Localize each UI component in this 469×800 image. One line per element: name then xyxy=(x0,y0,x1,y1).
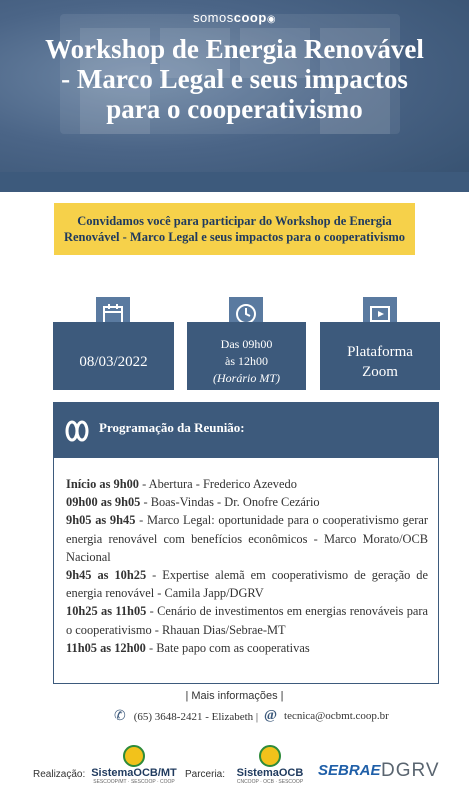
dgrv-logo: DGRV xyxy=(381,760,440,781)
ocb-emblem-icon xyxy=(259,745,281,767)
program-panel xyxy=(53,402,439,684)
time-zone-note: (Horário MT) xyxy=(212,371,280,385)
platform-line1: Plataforma xyxy=(347,344,413,360)
program-item: 9h05 as 9h45 - Marco Legal: oportunidade para o cooperativismo gerar energia renovável com benefícios econômicos - Marco Morato/OCB Nacional xyxy=(66,513,429,564)
email-address[interactable]: tecnica@ocbmt.coop.br xyxy=(284,710,389,722)
program-item: 9h45 as 10h25 - Expertise alemã em cooperativismo de geração de energia renovável - Camila Japp/DGRV xyxy=(66,568,428,601)
somoscoop-logo: somoscoop◉ xyxy=(192,10,277,25)
phone-contact xyxy=(114,708,258,725)
time-card xyxy=(187,322,306,390)
more-info-label: | Mais informações | xyxy=(185,690,284,702)
date-card xyxy=(53,322,174,390)
program-item: 09h00 as 9h05 - Boas-Vindas - Dr. Onofre Cezário xyxy=(66,495,320,510)
program-header xyxy=(54,403,438,458)
infinity-icon xyxy=(63,417,91,450)
ocbmt-logo: SistemaOCB/MT SESCOOP/MT · SESCOOP · COOP xyxy=(88,745,180,785)
sebrae-logo: SEBRAE xyxy=(318,762,381,779)
ocb-emblem-icon xyxy=(123,745,145,767)
page-title: Workshop de Energia Renovável - Marco Legal e seus impactos para o cooperativismo xyxy=(45,34,424,124)
program-item: 10h25 as 11h05 - Cenário de investimentos em energias renováveis para o cooperativismo - Rhauan Dias/Sebrae-MT xyxy=(66,604,429,637)
email-contact[interactable] xyxy=(264,708,389,724)
hero-bottom-band xyxy=(0,172,469,192)
at-icon: @ xyxy=(264,708,278,723)
platform-line2: Zoom xyxy=(362,364,398,380)
platform-card xyxy=(320,322,440,390)
program-item: 11h05 as 12h00 - Bate papo com as cooperativas xyxy=(66,640,310,655)
ocb-logo: SistemaOCB CNCOOP · OCB · SESCOOP xyxy=(232,745,308,785)
phone-number: (65) 3648-2421 - Elizabeth | xyxy=(133,710,259,723)
parceria-label: Parceria: xyxy=(185,769,226,780)
date-value: 08/03/2022 xyxy=(79,354,148,370)
program-item: Início as 9h00 - Abertura - Frederico Azevedo xyxy=(66,477,297,491)
realizacao-label: Realização: xyxy=(33,769,86,780)
time-end: às 12h00 xyxy=(225,354,268,368)
phone-icon: ✆ xyxy=(114,709,126,724)
footer-logos xyxy=(0,742,469,800)
program-list xyxy=(66,475,428,657)
invitation-banner: Convidamos você para participar do Workshop de Energia Renovável - Marco Legal e seus impactos para o cooperativismo xyxy=(54,203,415,255)
program-heading: Programação da Reunião: xyxy=(99,420,245,435)
time-start: Das 09h00 xyxy=(220,337,273,351)
